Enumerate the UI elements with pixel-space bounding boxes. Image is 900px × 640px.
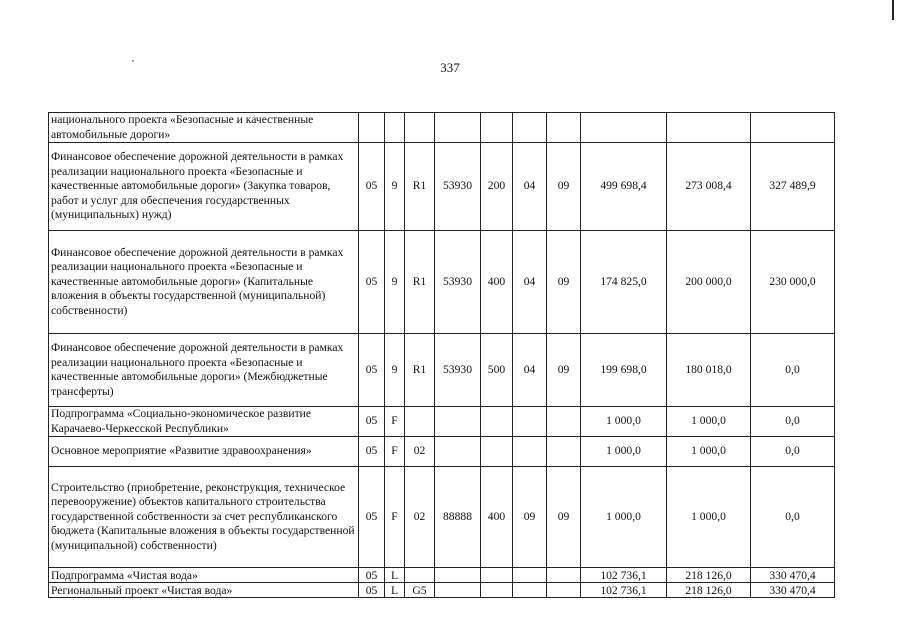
cell-program: 05 — [359, 437, 385, 467]
cell-subprogram — [385, 113, 405, 143]
cell-expense-type: 400 — [481, 467, 513, 568]
cell-subsection — [547, 583, 581, 598]
cell-section — [513, 407, 547, 437]
cell-event — [405, 113, 435, 143]
cell-section — [513, 437, 547, 467]
cell-expense-type — [481, 113, 513, 143]
cell-subsection — [547, 437, 581, 467]
cell-subprogram: F — [385, 407, 405, 437]
cell-subprogram: 9 — [385, 334, 405, 407]
cell-subprogram: F — [385, 467, 405, 568]
row-name: Региональный проект «Чистая вода» — [49, 583, 359, 598]
row-name: Финансовое обеспечение дорожной деятельности в рамках реализации национального проекта «Безопасные и качественные автомобильные дороги» (Закупка товаров, работ и услуг для обеспечения государственных (муниципальных) нужд) — [49, 143, 359, 231]
page-number: 337 — [440, 60, 460, 75]
cell-amount-2: 218 126,0 — [667, 583, 751, 598]
table-row — [49, 568, 835, 583]
cell-program — [359, 113, 385, 143]
cell-amount-1: 174 825,0 — [581, 231, 667, 334]
table-row — [49, 334, 835, 407]
row-name: Подпрограмма «Социально-экономическое развитие Карачаево-Черкесской Республики» — [49, 407, 359, 437]
cell-subsection: 09 — [547, 143, 581, 231]
cell-amount-1: 102 736,1 — [581, 583, 667, 598]
table-row — [49, 467, 835, 568]
cell-section: 04 — [513, 231, 547, 334]
cell-expense-type: 200 — [481, 143, 513, 231]
cell-expense-type: 400 — [481, 231, 513, 334]
row-name: Подпрограмма «Чистая вода» — [49, 568, 359, 583]
row-name: Основное мероприятие «Развитие здравоохранения» — [49, 437, 359, 467]
cell-subprogram: L — [385, 568, 405, 583]
cell-subprogram: 9 — [385, 143, 405, 231]
cell-section: 04 — [513, 143, 547, 231]
cell-direction: 88888 — [435, 467, 481, 568]
cell-subprogram: L — [385, 583, 405, 598]
cell-section — [513, 113, 547, 143]
budget-table — [48, 112, 835, 598]
cell-amount-2: 273 008,4 — [667, 143, 751, 231]
table-row — [49, 143, 835, 231]
cell-program: 05 — [359, 334, 385, 407]
cell-amount-1: 102 736,1 — [581, 568, 667, 583]
cell-event: R1 — [405, 231, 435, 334]
cell-amount-3: 330 470,4 — [751, 583, 835, 598]
cell-section: 09 — [513, 467, 547, 568]
cell-amount-3: 0,0 — [751, 467, 835, 568]
cell-subprogram: 9 — [385, 231, 405, 334]
row-name: Финансовое обеспечение дорожной деятельности в рамках реализации национального проекта «Безопасные и качественные автомобильные дороги» (Капитальные вложения в объекты государственной (муниципальной) собственности) — [49, 231, 359, 334]
cell-amount-2: 1 000,0 — [667, 467, 751, 568]
cell-direction — [435, 583, 481, 598]
cell-event — [405, 568, 435, 583]
cell-expense-type — [481, 568, 513, 583]
row-name: Финансовое обеспечение дорожной деятельности в рамках реализации национального проекта «Безопасные и качественные автомобильные дороги» (Межбюджетные трансферты) — [49, 334, 359, 407]
cell-direction — [435, 113, 481, 143]
cell-amount-2: 1 000,0 — [667, 437, 751, 467]
cell-amount-1 — [581, 113, 667, 143]
cell-subsection: 09 — [547, 467, 581, 568]
cell-amount-1: 1 000,0 — [581, 467, 667, 568]
cell-program: 05 — [359, 583, 385, 598]
row-name: национального проекта «Безопасные и качественные автомобильные дороги» — [49, 113, 359, 143]
cell-direction — [435, 568, 481, 583]
cell-amount-2: 180 018,0 — [667, 334, 751, 407]
cell-subsection: 09 — [547, 231, 581, 334]
cell-subprogram: F — [385, 437, 405, 467]
cell-direction — [435, 407, 481, 437]
cell-amount-2: 218 126,0 — [667, 568, 751, 583]
cell-amount-3: 230 000,0 — [751, 231, 835, 334]
cell-subsection — [547, 113, 581, 143]
table-row — [49, 231, 835, 334]
cell-direction: 53930 — [435, 143, 481, 231]
cell-direction: 53930 — [435, 231, 481, 334]
cell-amount-1: 499 698,4 — [581, 143, 667, 231]
table-row — [49, 407, 835, 437]
cell-event: 02 — [405, 467, 435, 568]
cell-program: 05 — [359, 231, 385, 334]
cell-amount-3: 0,0 — [751, 407, 835, 437]
cell-expense-type: 500 — [481, 334, 513, 407]
row-name: Строительство (приобретение, реконструкция, техническое перевооружение) объектов капитального строительства государственной собственности за счет республиканского бюджета (Капитальные вложения в объекты государственной (муниципальной) собственности) — [49, 467, 359, 568]
cell-program: 05 — [359, 143, 385, 231]
cell-section — [513, 583, 547, 598]
cell-expense-type — [481, 437, 513, 467]
scan-edge-mark — [892, 0, 894, 20]
cell-amount-1: 199 698,0 — [581, 334, 667, 407]
cell-amount-3 — [751, 113, 835, 143]
cell-amount-2: 1 000,0 — [667, 407, 751, 437]
cell-amount-2 — [667, 113, 751, 143]
cell-amount-1: 1 000,0 — [581, 407, 667, 437]
cell-section — [513, 568, 547, 583]
cell-program: 05 — [359, 568, 385, 583]
cell-event: 02 — [405, 437, 435, 467]
cell-subsection — [547, 568, 581, 583]
cell-amount-2: 200 000,0 — [667, 231, 751, 334]
table-row — [49, 437, 835, 467]
cell-event: R1 — [405, 143, 435, 231]
cell-amount-3: 0,0 — [751, 437, 835, 467]
cell-amount-3: 327 489,9 — [751, 143, 835, 231]
cell-expense-type — [481, 407, 513, 437]
cell-subsection: 09 — [547, 334, 581, 407]
cell-program: 05 — [359, 407, 385, 437]
cell-event: R1 — [405, 334, 435, 407]
cell-direction — [435, 437, 481, 467]
cell-expense-type — [481, 583, 513, 598]
cell-event: G5 — [405, 583, 435, 598]
cell-section: 04 — [513, 334, 547, 407]
cell-program: 05 — [359, 467, 385, 568]
cell-amount-3: 0,0 — [751, 334, 835, 407]
table-row — [49, 583, 835, 598]
cell-amount-3: 330 470,4 — [751, 568, 835, 583]
cell-subsection — [547, 407, 581, 437]
table-row — [49, 113, 835, 143]
cell-direction: 53930 — [435, 334, 481, 407]
cell-amount-1: 1 000,0 — [581, 437, 667, 467]
cell-event — [405, 407, 435, 437]
